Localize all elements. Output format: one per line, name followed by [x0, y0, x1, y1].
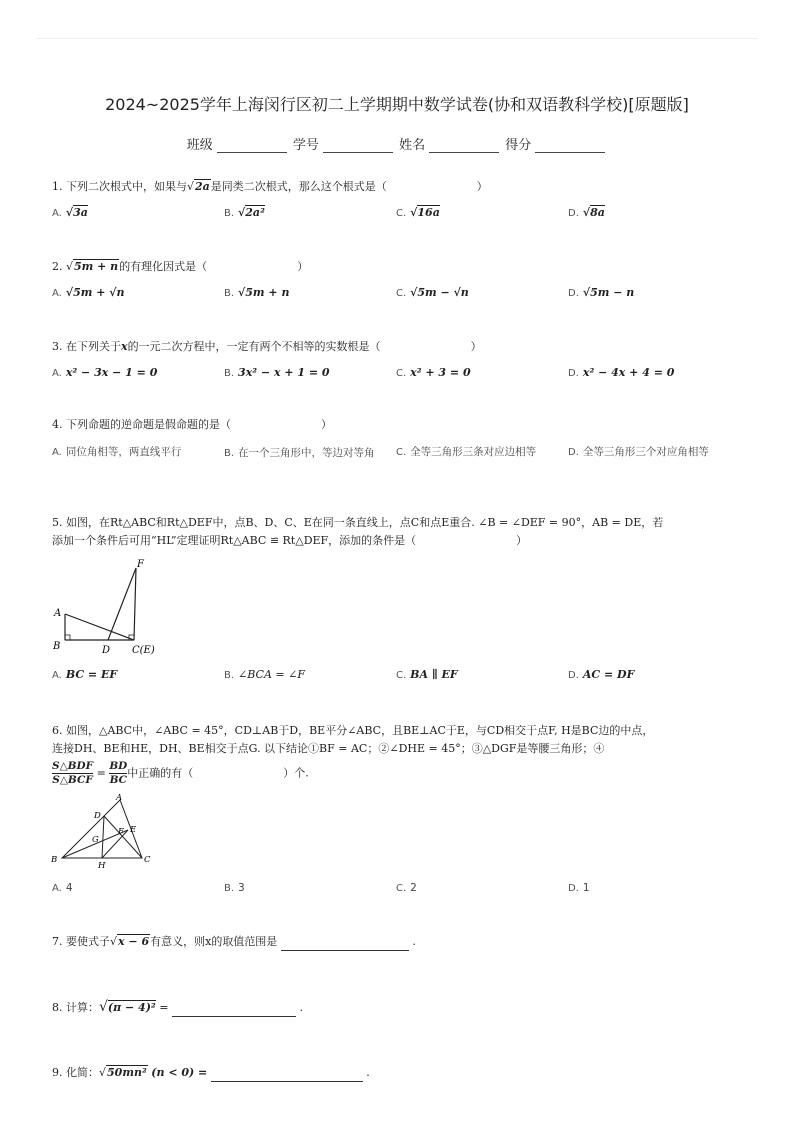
- option-a[interactable]: A. √5m + √n: [52, 286, 125, 299]
- question-8-stem: 8. 计算：√(π − 4)² = .: [52, 999, 303, 1015]
- question-1-stem: 1. 下列二次根式中，如果与√2a是同类二次根式，那么这个根式是（ ）: [52, 178, 742, 196]
- label-e: E: [130, 825, 137, 835]
- option-b[interactable]: B. 3x² − x + 1 = 0: [224, 366, 330, 379]
- student-id-blank[interactable]: [323, 140, 393, 153]
- option-c[interactable]: C. √5m − √n: [396, 286, 469, 299]
- option-c[interactable]: C. x² + 3 = 0: [396, 366, 471, 379]
- option-b[interactable]: B. ∠BCA = ∠F: [224, 668, 305, 681]
- page-top-rule: [36, 38, 758, 39]
- score-blank[interactable]: [535, 140, 605, 153]
- question-3-stem: 3. 在下列关于x的一元二次方程中，一定有两个不相等的实数根是（ ）: [52, 340, 482, 353]
- option-b[interactable]: B. √5m + n: [224, 286, 290, 299]
- name-blank[interactable]: [429, 140, 499, 153]
- student-id-label: 学号: [292, 138, 319, 153]
- option-d[interactable]: D. √5m − n: [568, 286, 635, 299]
- question-7-stem: 7. 要使式子√x − 6有意义，则x的取值范围是 .: [52, 933, 742, 951]
- option-c[interactable]: C. 2: [396, 882, 417, 894]
- option-a[interactable]: A. √3a: [52, 206, 88, 219]
- radical: √50mn²: [99, 1066, 147, 1079]
- answer-blank[interactable]: [281, 938, 409, 951]
- option-d[interactable]: D. AC = DF: [568, 668, 635, 681]
- fraction-ratio: $\frac{BD}{BC}$: [109, 760, 128, 786]
- label-g: G: [92, 835, 99, 845]
- option-a[interactable]: A. x² − 3x − 1 = 0: [52, 366, 158, 379]
- question-5-figure: [50, 556, 180, 658]
- option-a[interactable]: A. 4: [52, 882, 73, 894]
- option-c[interactable]: C. 全等三角形三条对应边相等: [396, 446, 537, 458]
- label-f: F: [118, 827, 124, 837]
- radical: √: [99, 999, 108, 1015]
- label-d: D: [94, 811, 101, 821]
- option-b[interactable]: B. √2a²: [224, 206, 265, 219]
- option-b[interactable]: B. 3: [224, 882, 245, 894]
- label-a: A: [54, 608, 62, 619]
- label-d: D: [102, 645, 111, 656]
- class-label: 班级: [186, 138, 213, 153]
- option-a[interactable]: A. BC = EF: [52, 668, 118, 681]
- radical: √x − 6: [110, 935, 150, 948]
- question-5-stem: 5. 如图，在Rt△ABC和Rt△DEF中，点B、D、C、E在同一条直线上，点C和点E重合. ∠B = ∠DEF = 90°，AB = DE，若 添加一个条件后可用“HL”定理证明Rt△ABC ≌ Rt△DEF，添加的条件是（ ）: [52, 516, 664, 547]
- question-6-figure: [48, 792, 158, 868]
- question-2-stem: 2. √5m + n的有理化因式是（ ）: [52, 258, 742, 276]
- label-b: B: [53, 641, 61, 652]
- label-ce: C(E): [132, 645, 155, 656]
- option-d[interactable]: D. 全等三角形三个对应角相等: [568, 446, 709, 458]
- question-6-stem: 6. 如图，△ABC中，∠ABC = 45°，CD⊥AB于D，BE平分∠ABC，且BE⊥AC于E，与CD相交于点F, H是BC边的中点， 连接DH、BE和HE，DH、BE相交于点G. 以下结论①BF = AC；②∠DHE = 45°；③△DGF是等腰三角形；④ $\frac{\text{S△BDF}}{\text{S△BCF}}$ = $\frac{BD}{BC}$ 中正确的有（ ）个.: [52, 724, 654, 786]
- label-f: F: [137, 559, 144, 570]
- option-c[interactable]: C. √16a: [396, 206, 440, 219]
- student-info-row: [0, 134, 794, 153]
- page-title: 2024~2025学年上海闵行区初二上学期期中数学试卷(协和双语教科学校)[原题版]: [105, 95, 689, 114]
- label-h: H: [98, 861, 106, 868]
- label-a: A: [116, 793, 123, 803]
- name-label: 姓名: [399, 138, 426, 153]
- score-label: 得分: [505, 138, 532, 153]
- option-d[interactable]: D. x² − 4x + 4 = 0: [568, 366, 675, 379]
- label-b: B: [51, 855, 58, 865]
- option-a[interactable]: A. 同位角相等，两直线平行: [52, 446, 182, 458]
- class-blank[interactable]: [217, 140, 287, 153]
- answer-blank[interactable]: [211, 1069, 363, 1082]
- answer-blank[interactable]: [172, 1004, 296, 1017]
- question-4-stem: 4. 下列命题的逆命题是假命题的是（ ）: [52, 418, 332, 431]
- label-c: C: [144, 855, 151, 865]
- option-c[interactable]: C. BA ∥ EF: [396, 668, 458, 681]
- option-d[interactable]: D. 1: [568, 882, 590, 894]
- option-b[interactable]: B. 在一个三角形中，等边对等角: [224, 447, 375, 459]
- fraction-area: $\frac{\text{S△BDF}}{\text{S△BCF}}$: [52, 760, 94, 786]
- radical: √2a: [187, 180, 210, 193]
- option-d[interactable]: D. √8a: [568, 206, 605, 219]
- question-9-stem: 9. 化简：√50mn² (n < 0) = .: [52, 1064, 742, 1082]
- radical: √5m + n: [66, 260, 119, 273]
